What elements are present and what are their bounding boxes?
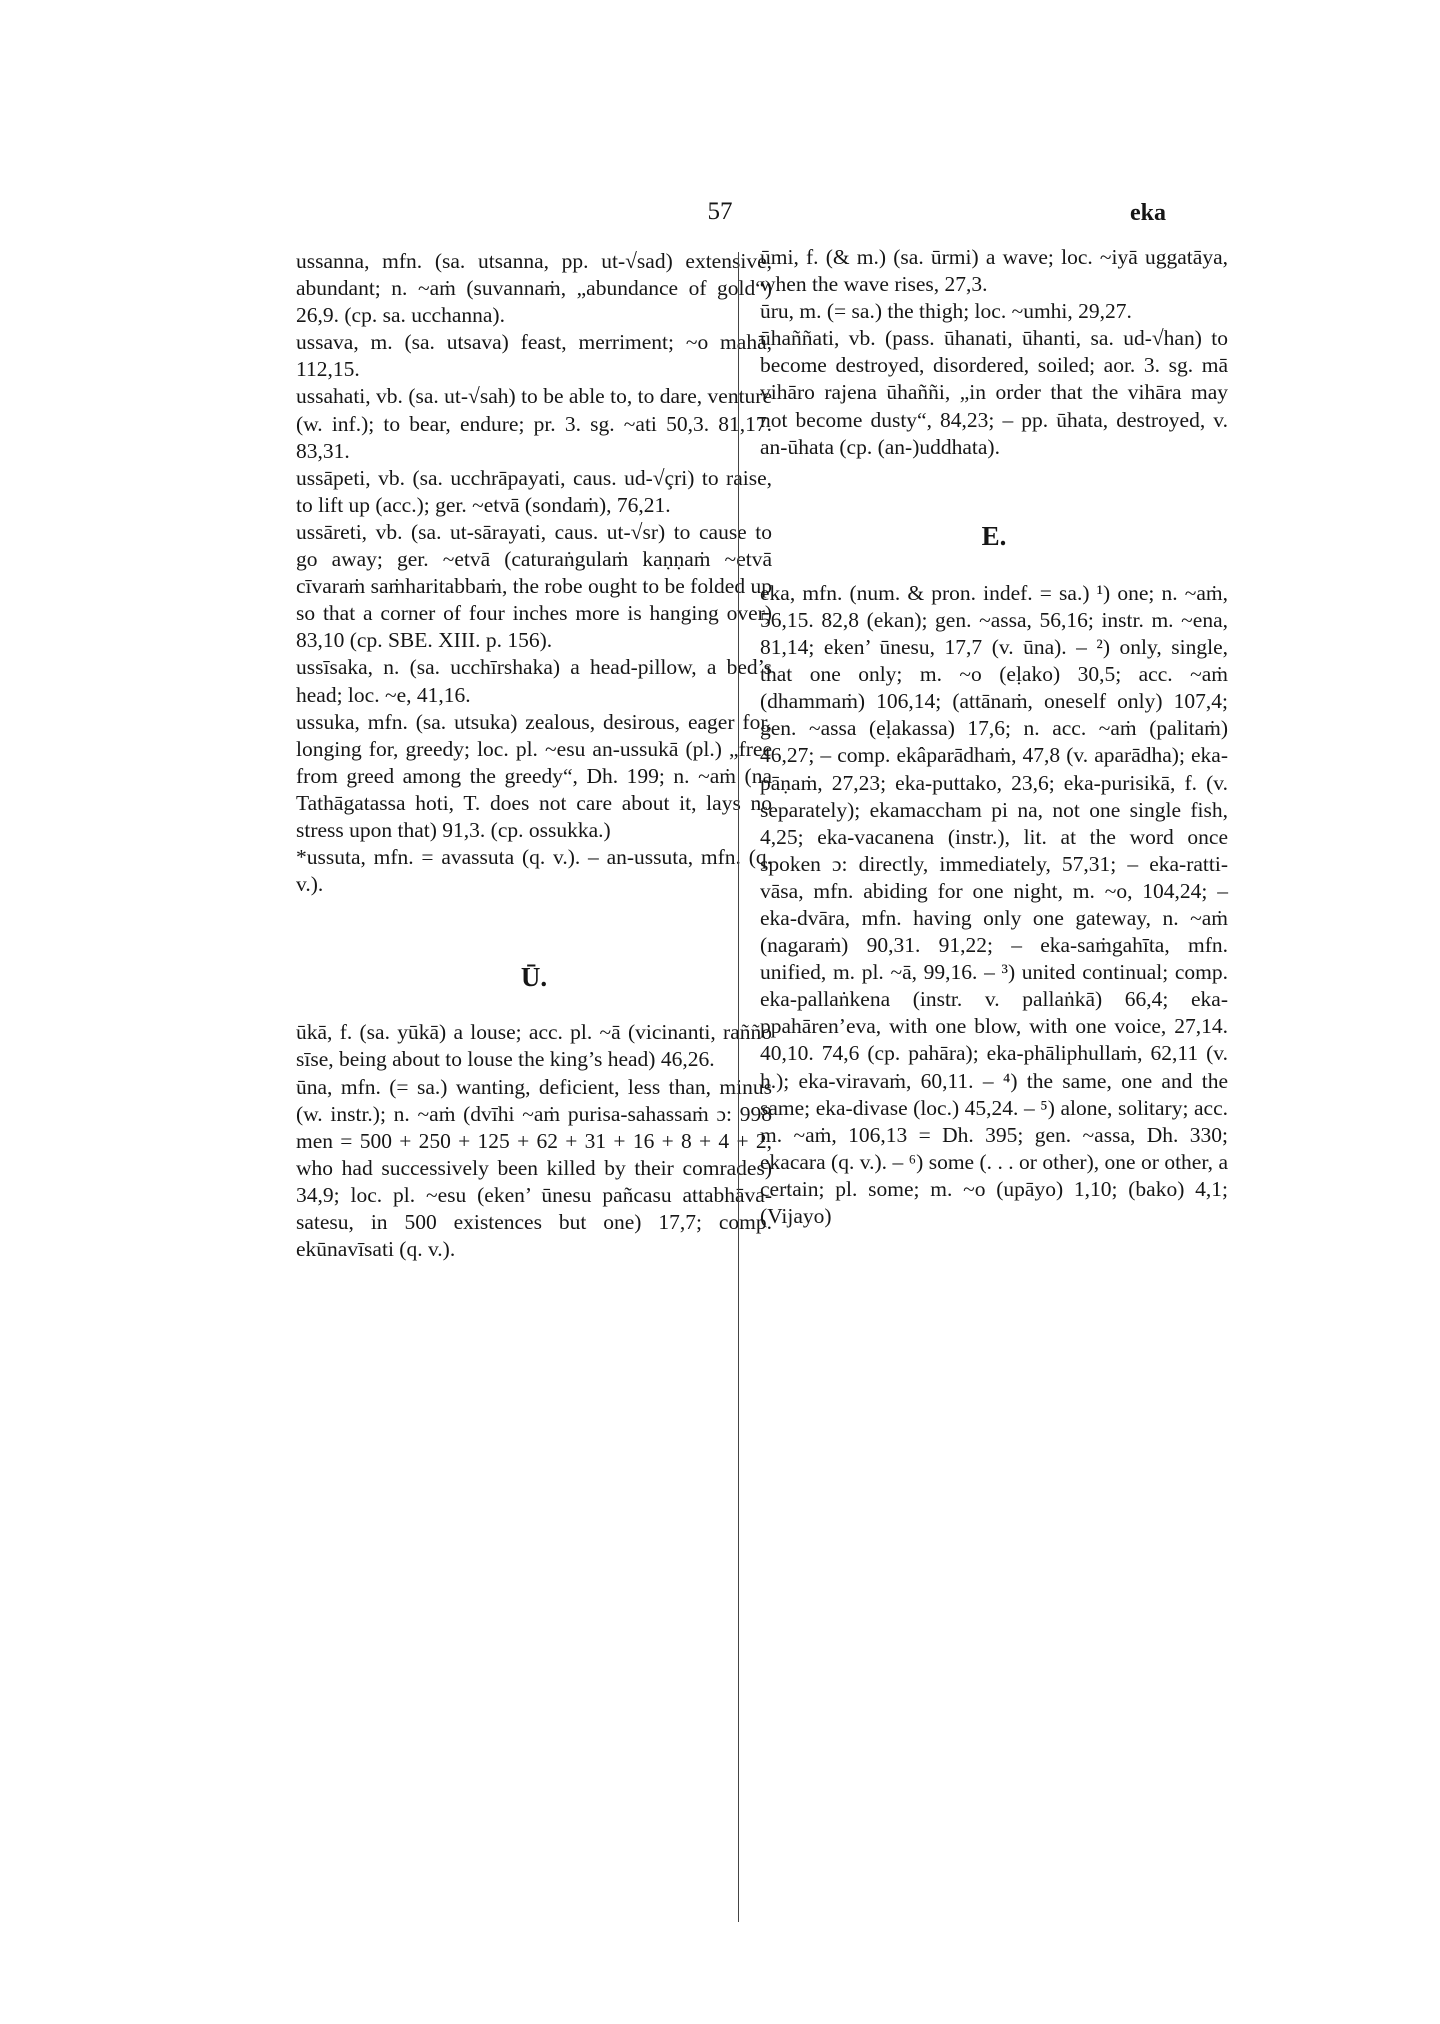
entry-ussuta: *ussuta, mfn. = avassuta (q. v.). – an-ussuta, mfn. (q. v.). — [296, 845, 772, 897]
entry-ussapeti: ussāpeti, vb. (sa. ucchrāpayati, caus. ud-√çri) to raise, to lift up (acc.); ger. ~etvā (sondaṁ), 76,21. — [296, 465, 772, 517]
page-number: 57 — [707, 198, 733, 225]
running-head: eka — [1130, 200, 1166, 226]
entry-eka: eka, mfn. (num. & pron. indef. = sa.) ¹) one; n. ~aṁ, 56,15. 82,8 (ekan); gen. ~assa, 56,16; instr. m. ~ena, 81,14; eken’ ūnesu, 17,7 (v. ūna). – ²) only, single, that one only; m. ~o (eḷako) 30,5; acc. ~aṁ (dhammaṁ) 106,14; (attānaṁ, oneself only) 107,4; gen. ~assa (eḷakassa) 17,6; n. acc. ~aṁ (palitaṁ) 46,27; – comp. ekâparādhaṁ, 47,8 (v. aparādha); eka-pāṇaṁ, 27,23; eka-puttako, 23,6; eka-purisikā, f. (v. separately); ekamaccham pi na, not one single fish, 4,25; eka-vacanena (instr.), lit. at the word once spoken ɔ: directly, immediately, 57,31; – eka-ratti-vāsa, mfn. abiding for one night, m. ~o, 104,24; – eka-dvāra, mfn. having only one gateway, n. ~aṁ (nagaraṁ) 90,31. 91,22; – eka-saṁgahīta, mfn. unified, m. pl. ~ā, 99,16. – ³) united continual; comp. eka-pallaṅkena (instr. v. pallaṅkā) 66,4; eka-ppahāren’eva, with one blow, with one voice, 27,14. 40,10. 74,6 (cp. pahāra); eka-phāliphullaṁ, 62,11 (v. h.); eka-viravaṁ, 60,11. – ⁴) the same, one and the same; eka-divase (loc.) 45,24. – ⁵) alone, solitary; acc. m. ~aṁ, 106,13 = Dh. 395; gen. ~assa, Dh. 330; ekacara (q. v.). – ⁶) some (. . . or other), one or other, a certain; pl. some; m. ~o (upāyo) 1,10; (bako) 4,1; (Vijayo) — [760, 580, 1228, 1228]
entry-una: ūna, mfn. (= sa.) wanting, deficient, less than, minus (w. instr.); n. ~aṁ (dvīhi ~aṁ purisa-sahassaṁ ɔ: 998 men = 500 + 250 + 125 + 62 + 31 + 16 + 8 + 4 + 2, who had successively been killed by their comrades) 34,9; loc. pl. ~esu (eken’ ūnesu pañcasu attabhāva-satesu, in 500 existences but one) 17,7; comp. ekūnavīsati (q. v.). — [296, 1074, 772, 1262]
right-column — [760, 244, 1228, 1230]
entry-umi: ūmi, f. (& m.) (sa. ūrmi) a wave; loc. ~iyā uggatāya, when the wave rises, 27,3. — [760, 245, 1228, 297]
section-heading-u: Ū. — [520, 962, 548, 993]
entry-ussisaka: ussīsaka, n. (sa. ucchīrshaka) a head-pillow, a bed’s head; loc. ~e, 41,16. — [296, 655, 772, 707]
section-heading-e: E. — [981, 520, 1007, 551]
entry-ussahati: ussahati, vb. (sa. ut-√sah) to be able to, to dare, venture (w. inf.); to bear, endure; pr. 3. sg. ~ati 50,3. 81,17. 83,31. — [296, 384, 772, 463]
entry-uru: ūru, m. (= sa.) the thigh; loc. ~umhi, 29,27. — [760, 299, 1132, 324]
entry-uhannati: ūhaññati, vb. (pass. ūhanati, ūhanti, sa. ud-√han) to become destroyed, disordered, soiled; aor. 3. sg. mā vihāro rajena ūhaññi, „in order that the vihāra may not become dusty“, 84,23; – pp. ūhata, destroyed, v. an-ūhata (cp. (an-)uddhata). — [760, 326, 1228, 459]
entry-ussava: ussava, m. (sa. utsava) feast, merriment; ~o mahā, 112,15. — [296, 330, 772, 382]
entry-uka: ūkā, f. (sa. yūkā) a louse; acc. pl. ~ā (vicinanti, rañño sīse, being about to louse the king’s head) 46,26. — [296, 1020, 772, 1072]
column-divider — [738, 252, 739, 1922]
left-column — [296, 248, 772, 1263]
entry-ussareti: ussāreti, vb. (sa. ut-sārayati, caus. ut-√sr) to cause to go away; ger. ~etvā (caturaṅgulaṁ kaṇṇaṁ ~etvā cīvaraṁ saṁharitabbaṁ, the robe ought to be folded up so that a corner of four inches more is hanging over) 83,10 (cp. SBE. XIII. p. 156). — [296, 519, 772, 653]
entry-ussanna: ussanna, mfn. (sa. utsanna, pp. ut-√sad) extensive, abundant; n. ~aṁ (suvannaṁ, „abundance of gold“) 26,9. (cp. sa. ucchanna). — [296, 249, 772, 328]
entry-ussuka: ussuka, mfn. (sa. utsuka) zealous, desirous, eager for, longing for, greedy; loc. pl. ~esu an-ussukā (pl.) „free from greed among the greedy“, Dh. 199; n. ~aṁ (na Tathāgatassa hoti, T. does not care about it, lays no stress upon that) 91,3. (cp. ossukka.) — [296, 709, 772, 842]
